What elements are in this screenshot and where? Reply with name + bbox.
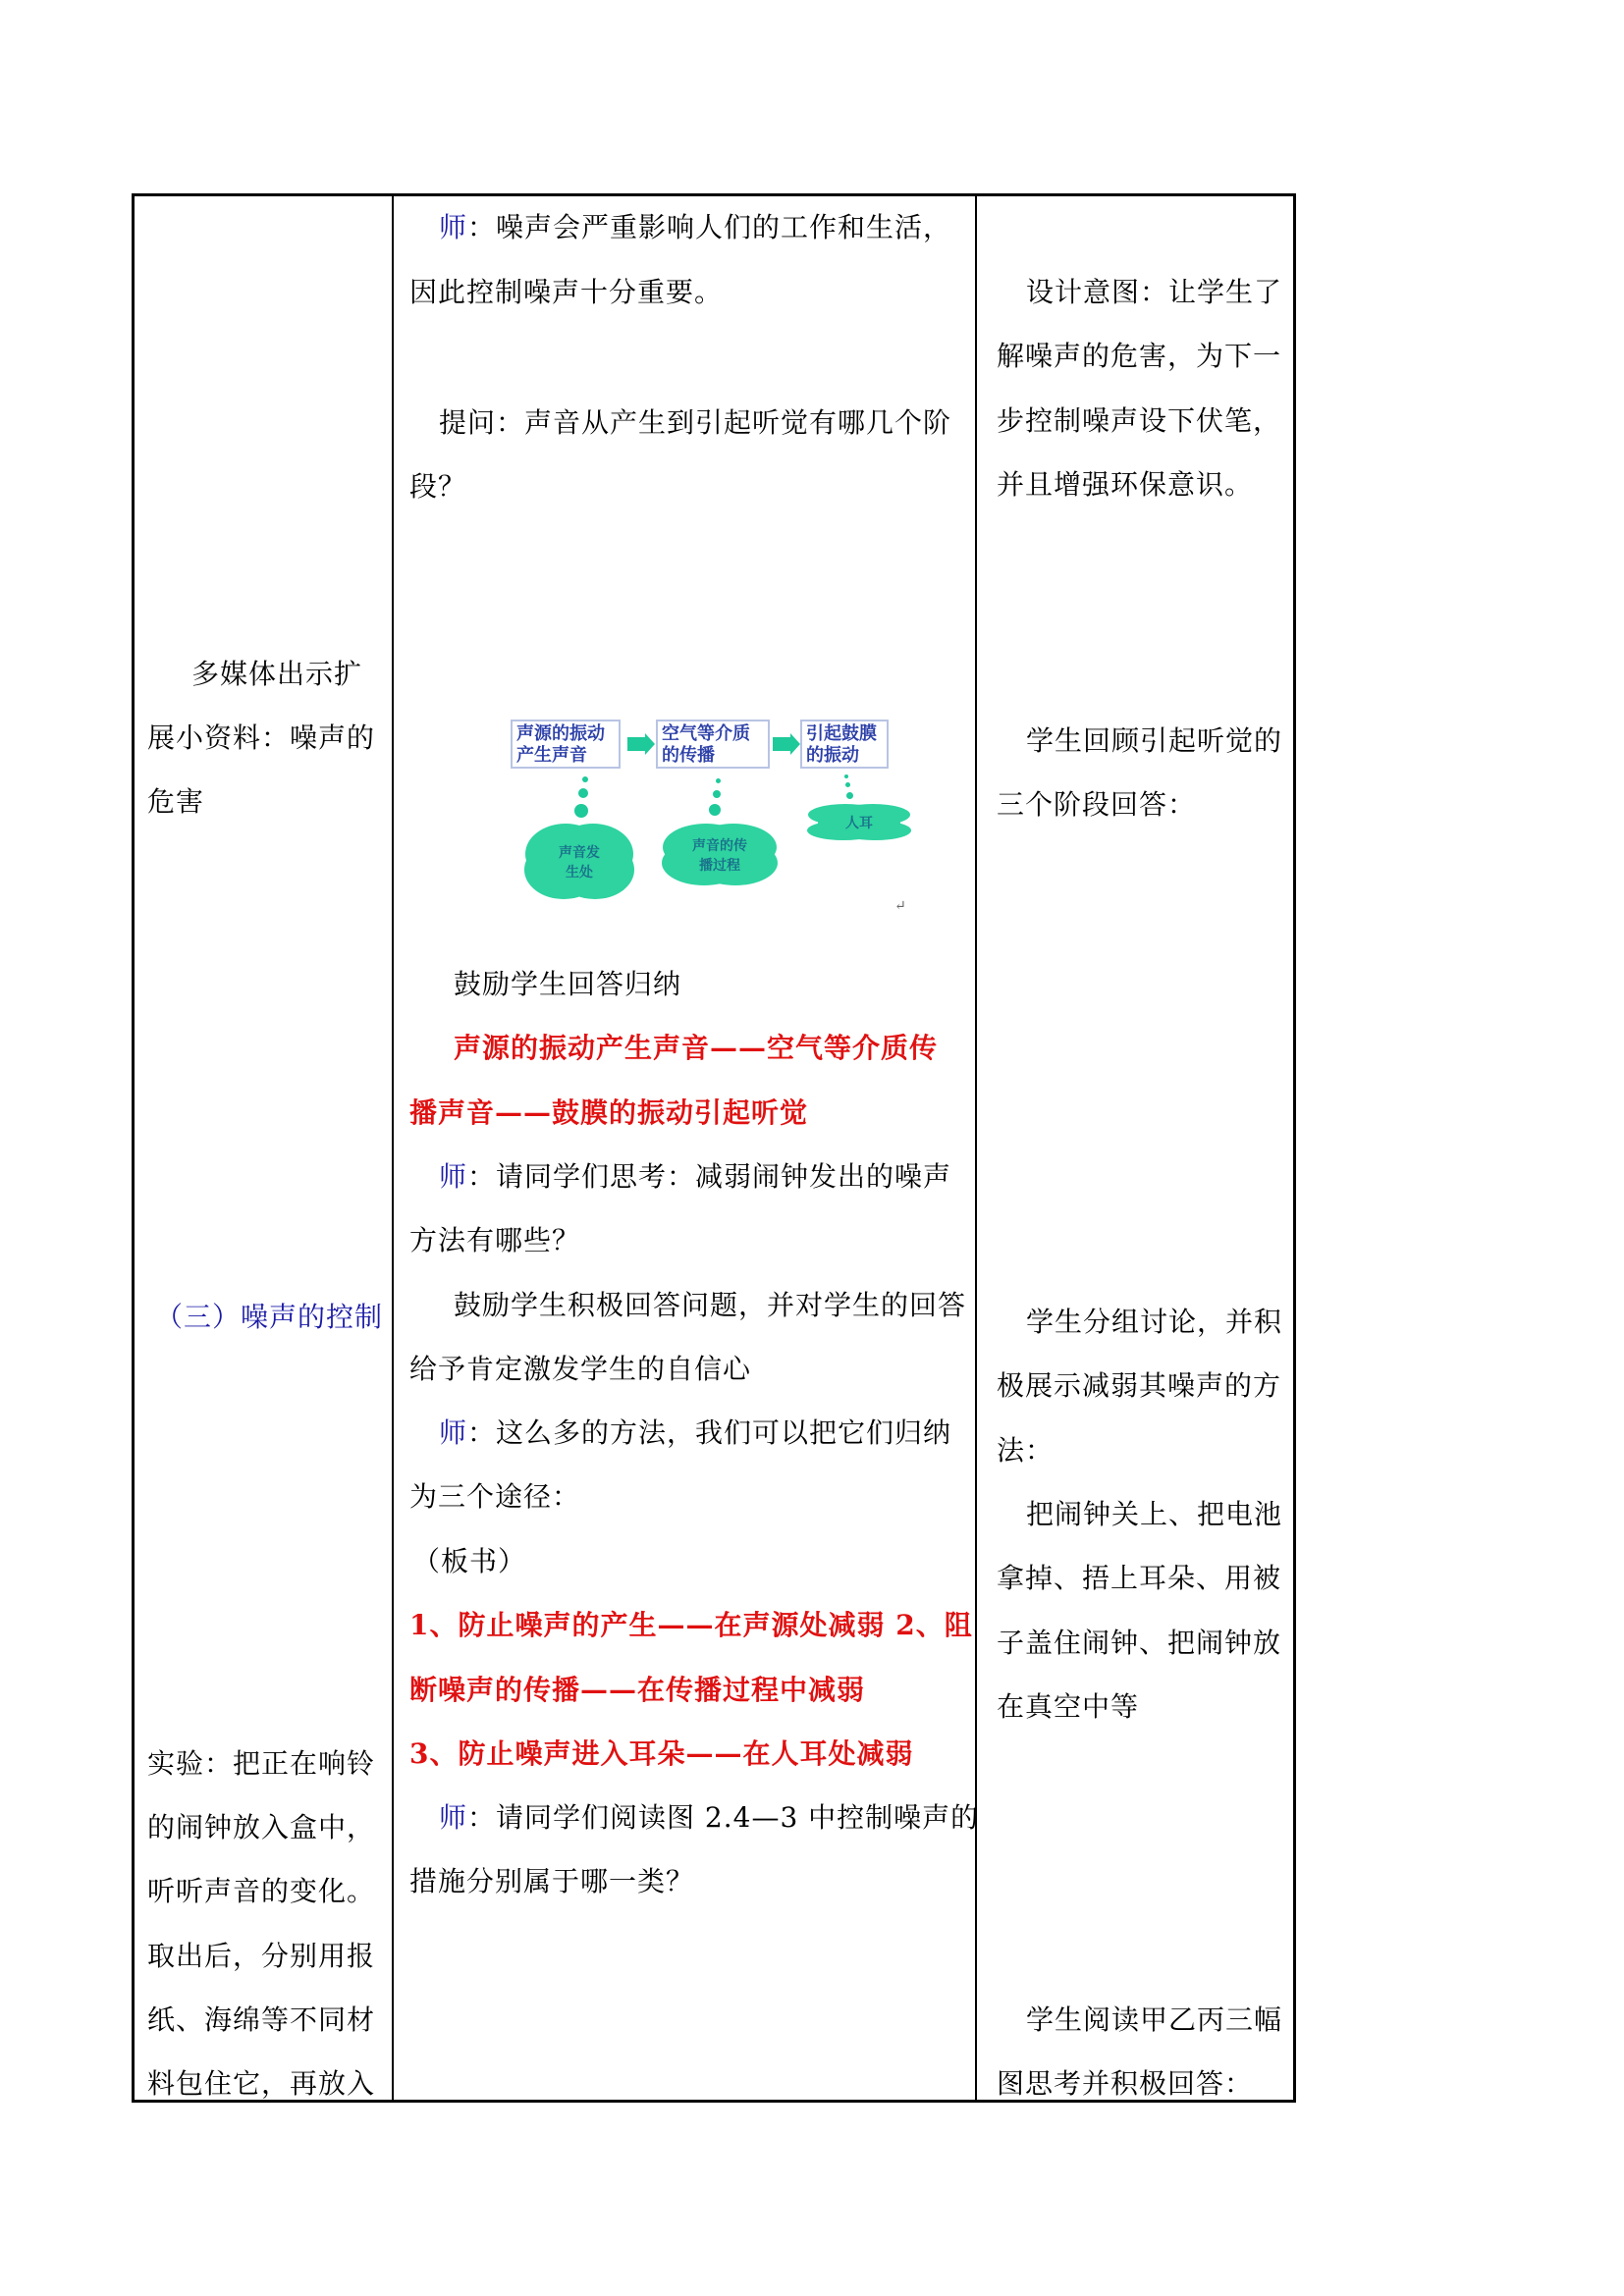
- teacher-label: 师: [439, 1801, 468, 1834]
- thought-bubble-dot: [716, 778, 721, 783]
- student-discussion-line: 法：: [997, 1434, 1055, 1467]
- hearing-stages-diagram: [506, 720, 918, 916]
- experiment-line: 取出后，分别用报: [147, 1940, 376, 1972]
- teacher-label: 师: [439, 1416, 468, 1449]
- question-line: 措施分别属于哪一类？: [409, 1865, 695, 1897]
- stage-box-text: 的振动: [806, 745, 859, 766]
- red-summary-line: 播声音——鼓膜的振动引起听觉: [409, 1096, 809, 1129]
- thought-bubble-dot: [574, 804, 588, 818]
- encourage-line: 鼓励学生积极回答问题，并对学生的回答: [454, 1289, 967, 1321]
- stage-box-text: 声源的振动: [516, 723, 605, 744]
- paragraph-mark-icon: ↵: [894, 898, 906, 914]
- table-right-border: [1293, 193, 1296, 2103]
- student-discussion-line: 学生分组讨论，并积: [1026, 1306, 1283, 1338]
- student-reading-line: 图思考并积极回答：: [997, 2067, 1254, 2100]
- design-intent-line: 并且增强环保意识。: [997, 468, 1254, 501]
- teacher-statement: [439, 1416, 951, 1450]
- statement-line: 因此控制噪声十分重要。: [409, 276, 724, 308]
- teacher-label: 师: [439, 211, 468, 243]
- encourage-line: 鼓励学生回答归纳: [454, 968, 682, 1000]
- stage-box-source: [511, 720, 621, 769]
- stage-box-text: 引起鼓膜: [806, 723, 877, 744]
- student-methods-line: 在真空中等: [997, 1690, 1140, 1723]
- question-text: ：请同学们思考：减弱闹钟发出的噪声: [467, 1160, 952, 1193]
- teacher-question: [439, 1160, 951, 1194]
- stage-box-eardrum: [800, 720, 889, 769]
- section-heading: （三）噪声的控制: [155, 1301, 384, 1333]
- left-text-line: 展小资料：噪声的: [147, 721, 376, 754]
- thought-bubble-dot: [845, 782, 850, 787]
- question-line: 提问：声音从产生到引起听觉有哪几个阶: [439, 406, 952, 439]
- board-label: （板书）: [412, 1545, 527, 1577]
- teacher-label: 师: [439, 1160, 468, 1193]
- red-ways-line: 3、防止噪声进入耳朵——在人耳处减弱: [409, 1737, 914, 1770]
- design-intent-line: 设计意图：让学生了: [1026, 276, 1283, 308]
- cloud-text: 生处: [566, 865, 593, 881]
- table-left-border: [132, 193, 135, 2103]
- teacher-statement: [439, 211, 951, 244]
- student-methods-line: 把闹钟关上、把电池: [1026, 1498, 1283, 1530]
- red-ways-line: 1、防止噪声的产生——在声源处减弱 2、阻: [409, 1609, 973, 1641]
- column-divider-1: [392, 193, 394, 2103]
- left-text-line: 危害: [147, 785, 205, 818]
- statement-line: 为三个途径：: [409, 1480, 581, 1513]
- student-review-line: 三个阶段回答：: [997, 788, 1197, 821]
- question-line: 方法有哪些？: [409, 1224, 581, 1256]
- student-methods-line: 子盖住闹钟、把闹钟放: [997, 1627, 1282, 1659]
- question-line: 段？: [409, 470, 467, 503]
- experiment-line: 料包住它，再放入: [147, 2067, 376, 2100]
- red-summary-line: 声源的振动产生声音——空气等介质传: [454, 1032, 939, 1064]
- cloud-text: 声音的传: [692, 838, 747, 854]
- experiment-line: 的闹钟放入盒中，: [147, 1811, 376, 1843]
- table-top-border: [132, 193, 1296, 196]
- student-discussion-line: 极展示减弱其噪声的方: [997, 1369, 1282, 1402]
- left-text-line: 多媒体出示扩: [191, 658, 363, 690]
- stage-box-medium: [656, 720, 770, 769]
- cloud-sound-source: [535, 828, 623, 896]
- design-intent-line: 解噪声的危害，为下一: [997, 340, 1282, 372]
- red-ways-line: 断噪声的传播——在传播过程中减弱: [409, 1674, 866, 1706]
- statement-text: ：这么多的方法，我们可以把它们归纳: [467, 1416, 952, 1449]
- design-intent-line: 步控制噪声设下伏笔，: [997, 404, 1282, 437]
- cloud-propagation: [673, 828, 767, 882]
- teacher-question: [439, 1801, 979, 1835]
- thought-bubble-dot: [709, 804, 721, 816]
- stage-box-text: 产生声音: [516, 745, 587, 766]
- experiment-line: 听听声音的变化。: [147, 1875, 376, 1907]
- cloud-ear: [818, 808, 900, 837]
- thought-bubble-dot: [713, 790, 721, 798]
- student-review-line: 学生回顾引起听觉的: [1026, 724, 1283, 757]
- encourage-line: 给予肯定激发学生的自信心: [409, 1353, 752, 1385]
- statement-text: ：噪声会严重影响人们的工作和生活，: [467, 211, 952, 243]
- thought-bubble-dot: [846, 792, 853, 799]
- cloud-text: 人耳: [845, 816, 873, 831]
- student-methods-line: 拿掉、捂上耳朵、用被: [997, 1562, 1282, 1594]
- thought-bubble-dot: [844, 774, 848, 778]
- thought-bubble-dot: [578, 788, 588, 798]
- experiment-line: 纸、海绵等不同材: [147, 2003, 376, 2036]
- experiment-line: 实验：把正在响铃: [147, 1747, 376, 1780]
- cloud-text: 播过程: [699, 858, 740, 874]
- stage-box-text: 的传播: [662, 745, 715, 766]
- cloud-text: 声音发: [559, 845, 600, 861]
- stage-box-text: 空气等介质: [662, 723, 750, 744]
- thought-bubble-dot: [582, 776, 588, 782]
- question-text: ：请同学们阅读图 2.4—3 中控制噪声的: [467, 1801, 980, 1834]
- student-reading-line: 学生阅读甲乙丙三幅: [1026, 2003, 1283, 2036]
